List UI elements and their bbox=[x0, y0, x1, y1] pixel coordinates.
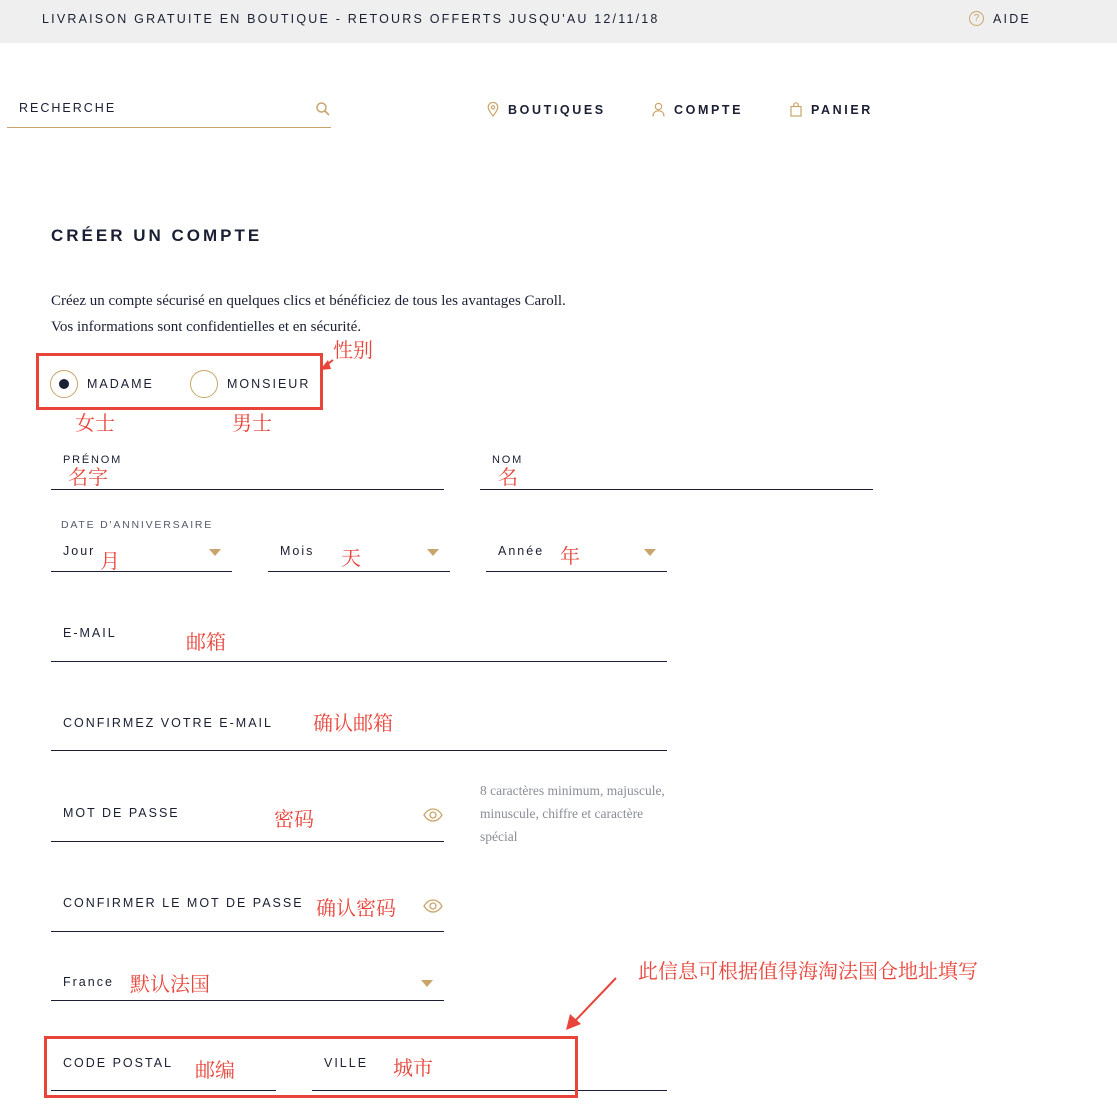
search-placeholder: RECHERCHE bbox=[19, 101, 117, 115]
nav-account-label: COMPTE bbox=[674, 102, 744, 117]
chevron-down-icon bbox=[644, 549, 656, 556]
annotation-year: 年 bbox=[560, 544, 580, 568]
radio-monsieur-label: MONSIEUR bbox=[227, 377, 311, 391]
city-label: VILLE bbox=[324, 1056, 369, 1070]
promo-banner bbox=[0, 0, 1117, 43]
annotation-password-confirm: 确认密码 bbox=[316, 896, 396, 920]
search-icon[interactable] bbox=[315, 101, 331, 117]
annotation-address-note: 此信息可根据值得海淘法国仓地址填写 bbox=[638, 959, 978, 983]
promo-text: LIVRAISON GRATUITE EN BOUTIQUE - RETOURS OFFERTS JUSQU'AU 12/11/18 bbox=[42, 12, 660, 26]
email-label: E-MAIL bbox=[63, 626, 117, 640]
user-icon bbox=[652, 102, 665, 117]
day-select[interactable] bbox=[51, 540, 232, 572]
country-value: France bbox=[63, 975, 114, 989]
gender-annotation-box bbox=[36, 353, 323, 410]
password-field[interactable] bbox=[51, 800, 444, 842]
birthday-label: DATE D'ANNIVERSAIRE bbox=[61, 519, 214, 531]
firstname-label: PRÉNOM bbox=[63, 454, 123, 466]
year-label: Année bbox=[498, 544, 545, 558]
intro-line-1: Créez un compte sécurisé en quelques clics et bénéficiez de tous les avantages Caroll. bbox=[51, 293, 566, 309]
annotation-firstname: 名字 bbox=[68, 465, 108, 489]
address-annotation-box bbox=[44, 1036, 578, 1098]
eye-icon[interactable] bbox=[423, 899, 443, 913]
password-label: MOT DE PASSE bbox=[63, 806, 180, 820]
annotation-day: 月 bbox=[100, 549, 120, 573]
annotation-gender: 性别 bbox=[333, 338, 373, 362]
chevron-down-icon bbox=[209, 549, 221, 556]
password-confirm-label: CONFIRMER LE MOT DE PASSE bbox=[63, 896, 304, 910]
annotation-month: 天 bbox=[341, 546, 361, 570]
password-hint bbox=[480, 779, 720, 848]
annotation-postal: 邮编 bbox=[195, 1058, 235, 1082]
page-title: CRÉER UN COMPTE bbox=[51, 226, 263, 245]
nav-cart[interactable] bbox=[790, 102, 873, 117]
password-hint-line-2: minuscule, chiffre et caractère bbox=[480, 806, 644, 821]
email-field[interactable] bbox=[51, 620, 667, 662]
day-label: Jour bbox=[63, 544, 96, 558]
annotation-password: 密码 bbox=[274, 807, 314, 831]
annotation-monsieur: 男士 bbox=[232, 411, 272, 435]
lastname-field[interactable] bbox=[480, 450, 873, 490]
month-label: Mois bbox=[280, 544, 315, 558]
nav-stores-label: BOUTIQUES bbox=[508, 102, 606, 117]
radio-madame-label: MADAME bbox=[87, 377, 154, 391]
search-input[interactable] bbox=[7, 97, 331, 128]
postal-code-label: CODE POSTAL bbox=[63, 1056, 173, 1070]
nav-account[interactable] bbox=[652, 102, 743, 117]
shopping-bag-icon bbox=[790, 102, 802, 117]
lastname-label: NOM bbox=[492, 454, 524, 466]
help-label: AIDE bbox=[993, 11, 1031, 26]
nav-stores[interactable] bbox=[487, 102, 606, 117]
password-hint-line-3: spécial bbox=[480, 829, 518, 844]
annotation-country: 默认法国 bbox=[130, 972, 210, 996]
country-select[interactable] bbox=[51, 970, 444, 1001]
intro-line-2: Vos informations sont confidentielles et en sécurité. bbox=[51, 319, 362, 335]
password-hint-line-1: 8 caractères minimum, majuscule, bbox=[480, 783, 665, 798]
intro-text bbox=[51, 288, 566, 340]
help-link[interactable] bbox=[969, 11, 1031, 26]
chevron-down-icon bbox=[421, 980, 433, 987]
annotation-email: 邮箱 bbox=[186, 630, 226, 654]
email-confirm-label: CONFIRMEZ VOTRE E-MAIL bbox=[63, 716, 273, 730]
chevron-down-icon bbox=[427, 549, 439, 556]
location-pin-icon bbox=[487, 102, 499, 117]
annotation-email-confirm: 确认邮箱 bbox=[313, 711, 393, 735]
annotation-madame: 女士 bbox=[75, 411, 115, 435]
nav-cart-label: PANIER bbox=[811, 102, 873, 117]
help-icon: ? bbox=[969, 11, 984, 26]
annotation-city: 城市 bbox=[393, 1056, 433, 1080]
firstname-field[interactable] bbox=[51, 450, 444, 490]
annotation-lastname: 名 bbox=[498, 465, 518, 489]
eye-icon[interactable] bbox=[423, 808, 443, 822]
